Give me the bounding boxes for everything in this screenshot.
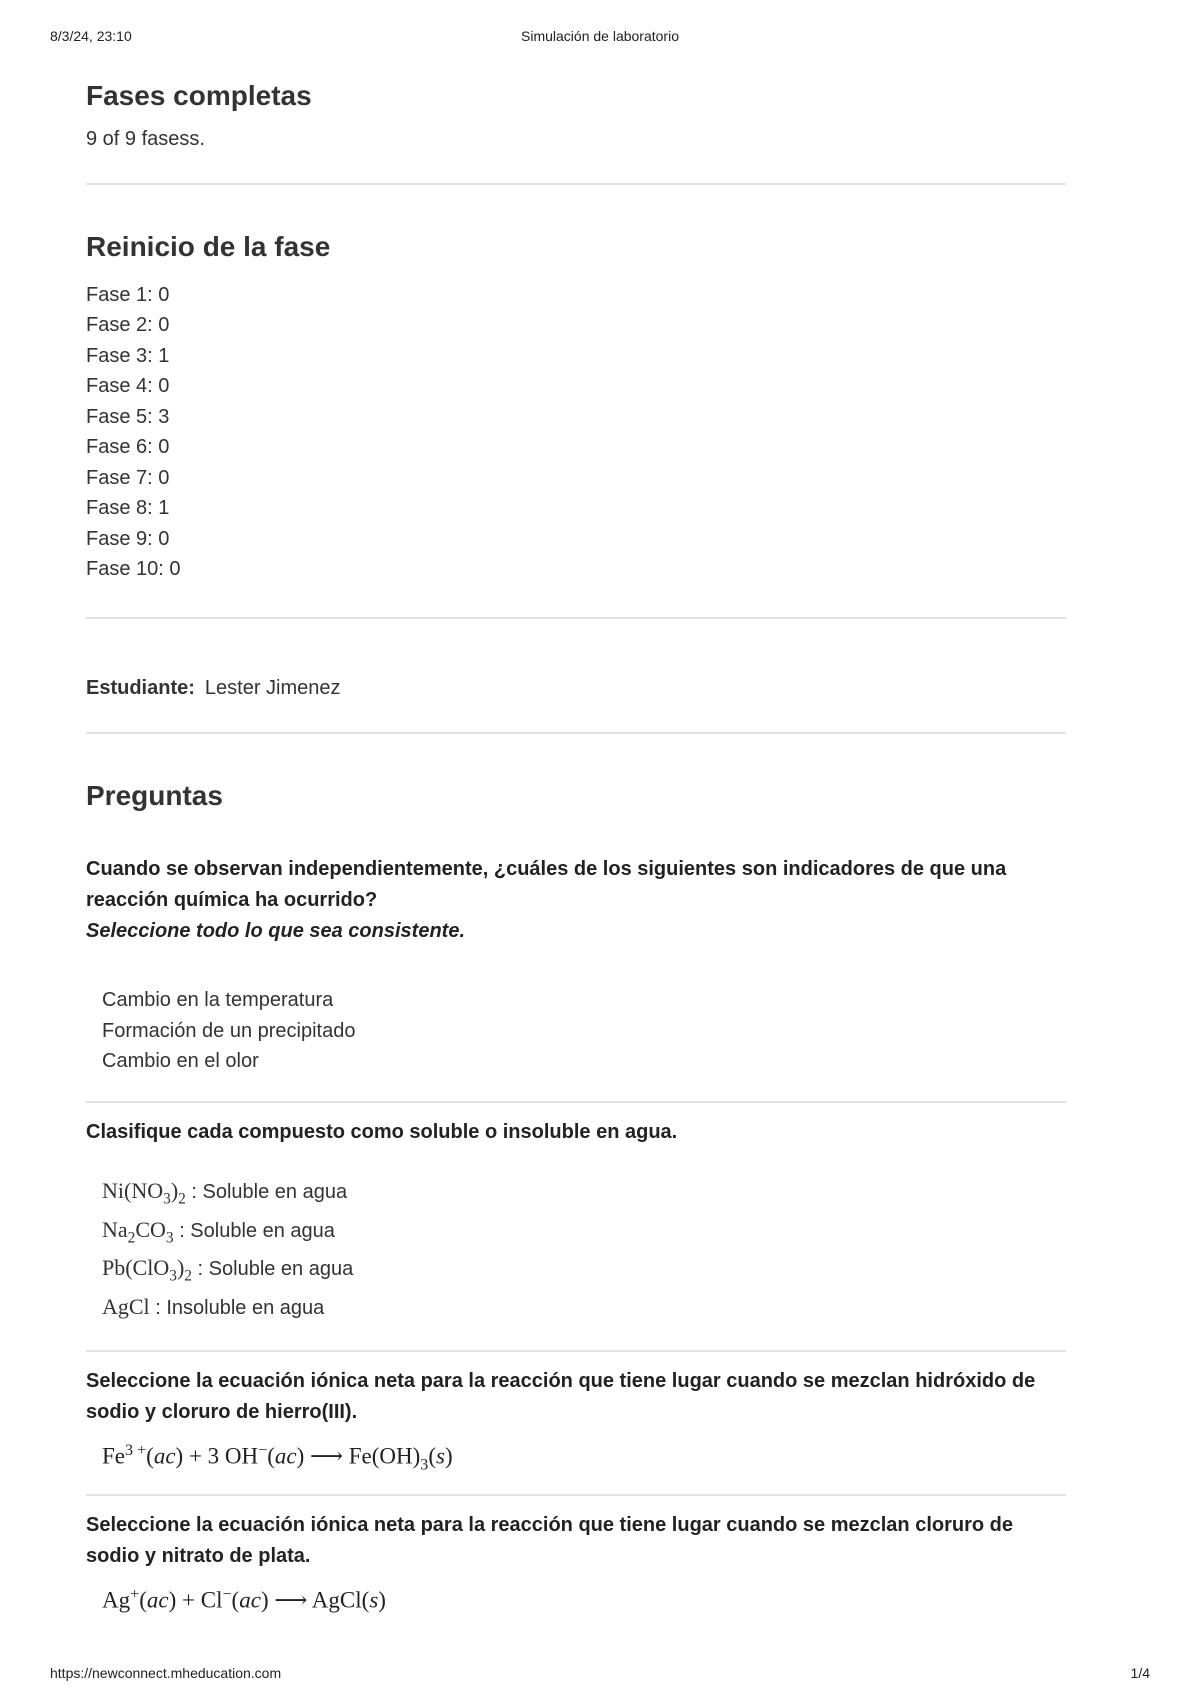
questions-heading: Preguntas: [86, 779, 223, 811]
divider: [86, 1494, 1066, 1496]
student-row: [86, 677, 1066, 700]
stage-reset-item: Fase 6: 0: [86, 436, 170, 459]
stage-reset-item: Fase 4: 0: [86, 375, 170, 398]
print-title: Simulación de laboratorio: [521, 28, 679, 44]
divider: [86, 617, 1066, 619]
question-prompt: Seleccione la ecuación iónica neta para la reacción que tiene lugar cuando se mezclan hidróxido de sodio y cloruro de hierro(III).: [86, 1369, 1036, 1423]
answer-item: AgCl : Insoluble en agua: [102, 1294, 325, 1320]
page-number: 1/4: [1130, 1665, 1150, 1681]
stage-reset-item: Fase 3: 1: [86, 344, 170, 367]
page-url: https://newconnect.mheducation.com: [50, 1665, 282, 1681]
question-1-answers: [86, 985, 1066, 1077]
questions-section: [86, 778, 1066, 1614]
net-ionic-equation: Ag+(ac) + Cl−(ac) ⟶ AgCl(s): [102, 1586, 386, 1613]
divider: [86, 1101, 1066, 1103]
divider: [86, 1350, 1066, 1352]
divider: [86, 183, 1066, 185]
answer-item: Cambio en la temperatura: [102, 989, 334, 1012]
print-datetime: 8/3/24, 23:10: [50, 28, 132, 44]
student-label: Estudiante:: [86, 676, 195, 699]
chemical-formula: $Na_2CO_3$: [102, 1216, 174, 1246]
question-4: [86, 1510, 1066, 1572]
stage-reset-item: Fase 5: 3: [86, 405, 170, 428]
answer-item: Cambio en el olor: [102, 1050, 259, 1073]
question-3: [86, 1366, 1066, 1428]
stage-reset-item: Fase 10: 0: [86, 558, 181, 581]
chemical-formula: $Ni(NO_3)_2$: [102, 1177, 186, 1208]
answer-item: $Ni(NO_3)_2$ : Soluble en agua: [102, 1177, 348, 1208]
stage-reset-item: Fase 2: 0: [86, 314, 170, 337]
answer-item: $Pb(ClO_3)_2$ : Soluble en agua: [102, 1255, 354, 1285]
student-name: Lester Jimenez: [204, 676, 341, 699]
completed-stages-summary: 9 of 9 fasess.: [86, 128, 205, 151]
completed-stages-heading: Fases completas: [86, 80, 312, 111]
completed-stages-section: [86, 78, 1066, 151]
chemical-formula: $Pb(ClO_3)_2$: [102, 1255, 192, 1285]
question-instruction: Seleccione todo lo que sea consistente.: [86, 920, 465, 943]
question-prompt: Seleccione la ecuación iónica neta para la reacción que tiene lugar cuando se mezclan cloruro de sodio y nitrato de plata.: [86, 1514, 1013, 1568]
question-prompt: Cuando se observan independientemente, ¿cuáles de los siguientes son indicadores de que una reacción química ha ocurrido?: [86, 858, 1007, 912]
stage-reset-item: Fase 9: 0: [86, 527, 170, 550]
stage-reset-item: Fase 1: 0: [86, 283, 170, 306]
stage-resets-section: [86, 229, 1066, 584]
answer-item: Formación de un precipitado: [102, 1019, 356, 1042]
net-ionic-equation: $Fe^{3 +}(ac) + 3$ OH−(ac) ⟶ $Fe(OH)_3(s)$: [102, 1441, 453, 1474]
print-footer: [50, 1665, 1150, 1685]
stage-reset-list: [86, 280, 1066, 585]
answer-item: $Na_2CO_3$ : Soluble en agua: [102, 1216, 335, 1246]
print-header: [50, 28, 1150, 48]
question-2: [86, 1117, 1066, 1148]
chemical-formula: AgCl: [102, 1294, 150, 1320]
page-content: [86, 78, 1066, 1614]
question-1: [86, 854, 1066, 947]
question-2-answers: [86, 1176, 1066, 1324]
question-prompt: Clasifique cada compuesto como soluble o insoluble en agua.: [86, 1120, 678, 1143]
divider: [86, 732, 1066, 734]
stage-resets-heading: Reinicio de la fase: [86, 231, 331, 263]
stage-reset-item: Fase 7: 0: [86, 466, 170, 489]
stage-reset-item: Fase 8: 1: [86, 497, 170, 520]
